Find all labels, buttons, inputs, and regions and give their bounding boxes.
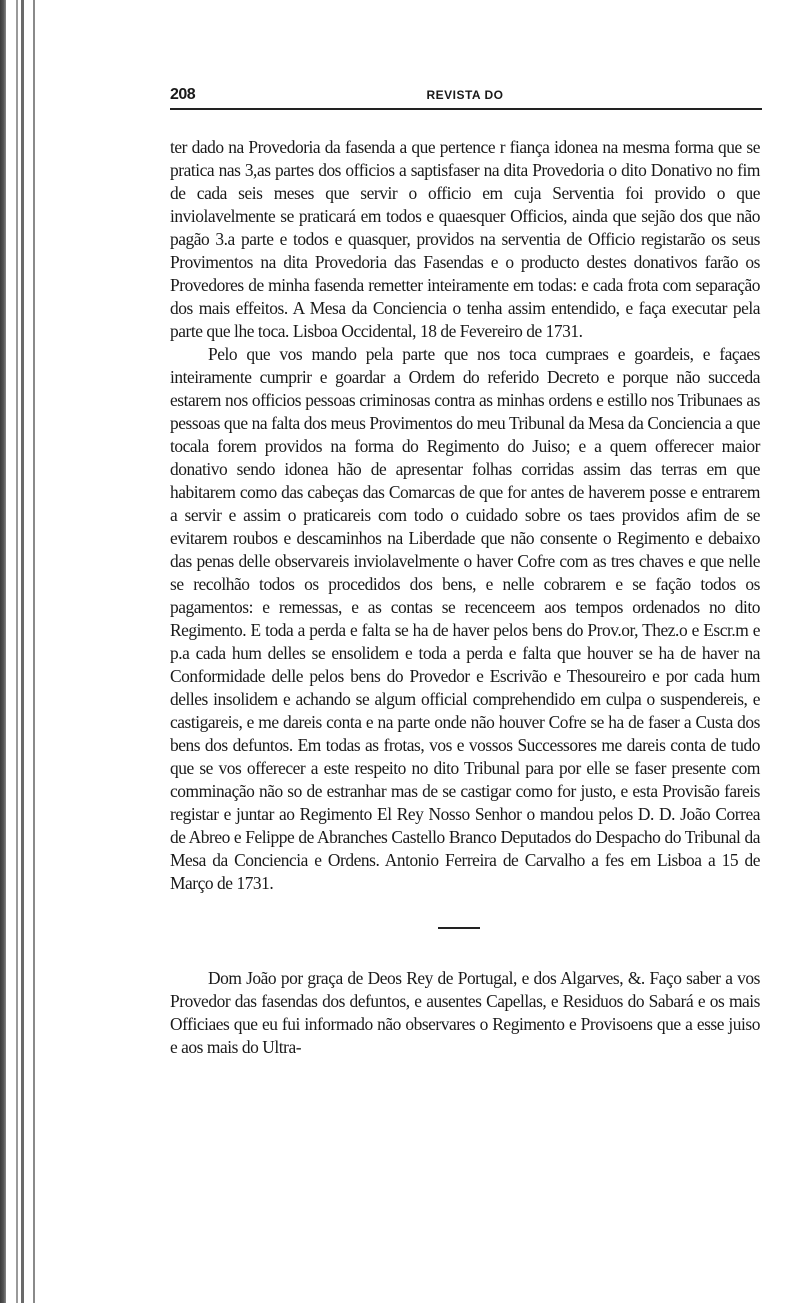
body-text [170, 136, 760, 1059]
document-page [170, 86, 760, 1059]
scan-binding-edge [0, 0, 40, 1303]
binding-line [16, 0, 18, 1303]
binding-line [21, 0, 24, 1303]
paragraph-decree-end: ter dado na Provedoria da fasenda a que pertence r fiança idonea na mesma forma que se pratica nas 3,as partes dos officios a saptisfaser na dita Provedoria o dito Donativo no fim de cada seis meses que servir o officio em cuja Serventia foi provido o que inviolavelmente se praticará em todos e quaesquer Officios, ainda que sejão dos que não pagão 3.a parte e todos e quasquer, providos na serventia de Officio registarão os seus Provimentos na dita Provedoria das Fasendas e o producto destes donativos farão os Provedores de minha fasenda remetter inteiramente em todas: e cada frota com separação dos mais effeitos. A Mesa da Conciencia o tenha assim entendido, e faça executar pela parte que lhe toca. Lisboa Occidental, 18 de Fevereiro de 1731. [170, 137, 760, 341]
binding-line [33, 0, 35, 1303]
page-number: 208 [170, 86, 196, 103]
binding-shadow [0, 0, 6, 1303]
header-rule [170, 108, 762, 110]
paragraph-dom-joao: Dom João por graça de Deos Rey de Portugal, e dos Algarves, &. Faço saber a vos Provedor das fasendas dos defuntos, e ausentes Capellas, e Residuos do Sabará e os mais Officiaes que eu fui informado não observares o Regimento e Provisoens que a esse juiso e aos mais do Ultra- [170, 968, 760, 1057]
journal-title: REVISTA DO [426, 88, 504, 102]
paragraph-provision: Pelo que vos mando pela parte que nos toca cumpraes e goardeis, e façaes inteiramente cumprir e goardar a Ordem do referido Decreto e porque não succeda estarem nos officios pessoas criminosas contra as minhas ordens e estillo nos Tribunaes as pessoas que na falta dos meus Provimentos do meu Tribunal da Mesa da Conciencia a que tocala forem providos na forma do Regimento do Juiso; e a quem offerecer maior donativo sendo idonea hão de apresentar folhas corridas assim das terras em que habitarem como das cabeças das Comarcas de que for antes de haverem posse e entrarem a servir e assim o praticareis com todo o cuidado sobre os taes providos afim de se evitarem roubos e descaminhos na Liberdade que não consente o Regimento e debaixo das penas delle observareis inviolavelmente o haver Cofre com as tres chaves e que nelle se recolhão todos os procedidos dos bens, e nelle cobrarem e se fação todos os pagamentos: e remessas, e as contas se recenceem aos tempos ordenados no dito Regimento. E toda a perda e falta se ha de haver pelos bens do Prov.or, Thez.o e Escr.m e p.a cada hum delles se ensolidem e toda a perda e falta que houver se ha de haver na Conformidade delle pelos bens do Provedor e Escrivão e Thesoureiro e por cada hum delles insolidem e achando se algum official comprehendido em culpa o suspendereis, e castigareis, e me dareis conta e na parte onde não houver Cofre se ha de faser a Custa dos bens dos defuntos. Em todas as frotas, vos e vossos Successores me dareis conta de tudo que se vos offerecer a este respeito no dito Tribunal para por elle se faser presente com comminação não so de estranhar mas de se castigar como for justo, e esta Provisão fareis registar e juntar ao Regimento El Rey Nosso Senhor o mandou pelos D. D. João Correa de Abreo e Felippe de Abranches Castello Branco Deputados do Despacho do Tribunal da Mesa da Conciencia e Ordens. Antonio Ferreira de Carvalho a fes em Lisboa a 15 de Março de 1731. [170, 344, 760, 893]
section-separator-rule [438, 927, 480, 929]
running-head [170, 86, 760, 108]
